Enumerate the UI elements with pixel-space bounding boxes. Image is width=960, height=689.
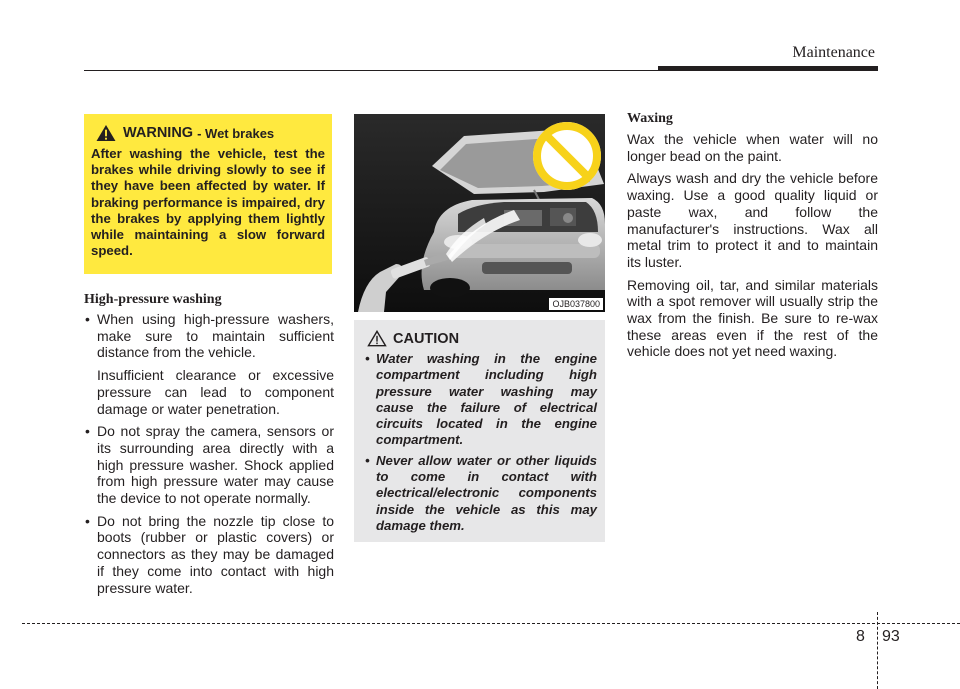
warning-title: WARNING: [123, 125, 194, 141]
waxing-paragraph: Always wash and dry the vehicle before waxing. Use a good quality liquid or paste wax, and follow the manufacturer's instructions. Wax all metal trim to protect it and to maintain its luster.: [627, 170, 878, 270]
bullet-marker: •: [365, 452, 370, 468]
bullet-text: Do not spray the camera, sensors or its surrounding area directly with a high pressure washer. Shock applied from high pressure water may cause the device to not operate normally.: [97, 423, 334, 507]
bullet-marker: •: [85, 311, 90, 327]
warning-subtitle: - Wet brakes: [197, 125, 275, 141]
warning-triangle-icon: [95, 124, 117, 142]
footer-divider: [877, 612, 878, 689]
caution-header: [365, 330, 597, 347]
section-title: Maintenance: [792, 44, 875, 61]
prohibition-icon: [533, 122, 601, 190]
high-pressure-section: [84, 292, 334, 602]
header-rule-accent: [658, 66, 878, 71]
waxing-heading: Waxing: [627, 111, 673, 126]
bullet-note: Insufficient clearance or excessive pressure can lead to component damage or water penetration.: [97, 367, 334, 417]
caution-title: CAUTION: [393, 330, 460, 347]
bullet-marker: •: [85, 423, 90, 440]
engine-wash-drawing: [354, 114, 605, 312]
bullet-item: [84, 311, 334, 417]
caution-item: [365, 351, 597, 449]
caution-box: [354, 320, 605, 542]
bullet-marker: •: [365, 351, 370, 366]
bullet-text: When using high-pressure washers, make sure to maintain sufficient distance from the vehicle.: [97, 311, 334, 361]
engine-wash-illustration: [354, 114, 605, 312]
footer-rule: [22, 623, 960, 624]
caution-triangle-icon: [367, 330, 387, 347]
page-number: 93: [882, 628, 900, 645]
chapter-number: 8: [856, 628, 865, 645]
bullet-text: Do not bring the nozzle tip close to boots (rubber or plastic covers) or connectors as they may be damaged if they come into contact with high pressure water.: [97, 512, 334, 596]
bullet-item: [84, 423, 334, 507]
high-pressure-heading: High-pressure washing: [84, 292, 222, 307]
caution-item: [365, 453, 597, 534]
bullet-marker: •: [85, 512, 90, 529]
caution-item-text: Never allow water or other liquids to come in contact with electrical/electronic components inside the vehicle as this may damage them.: [376, 452, 597, 533]
warning-body: After washing the vehicle, test the brakes while driving slowly to see if they have been affected by water. If braking performance is impaired, dry the brakes by applying them lightly while maintaining a slow forward speed.: [91, 146, 325, 259]
warning-box: [84, 114, 332, 274]
figure-code: OJB037800: [549, 298, 603, 310]
warning-header: [91, 124, 325, 142]
waxing-paragraph: Wax the vehicle when water will no longer bead on the paint.: [627, 131, 878, 164]
waxing-paragraph: Removing oil, tar, and similar materials with a spot remover will usually strip the wax from the finish. Be sure to re-wax these areas even if the rest of the vehicle does not yet need waxing.: [627, 276, 878, 360]
bullet-item: [84, 513, 334, 597]
caution-item-text: Water washing in the engine compartment including high pressure water washing may cause the failure of electrical circuits located in the engine compartment.: [376, 351, 597, 448]
waxing-section: [627, 111, 878, 366]
